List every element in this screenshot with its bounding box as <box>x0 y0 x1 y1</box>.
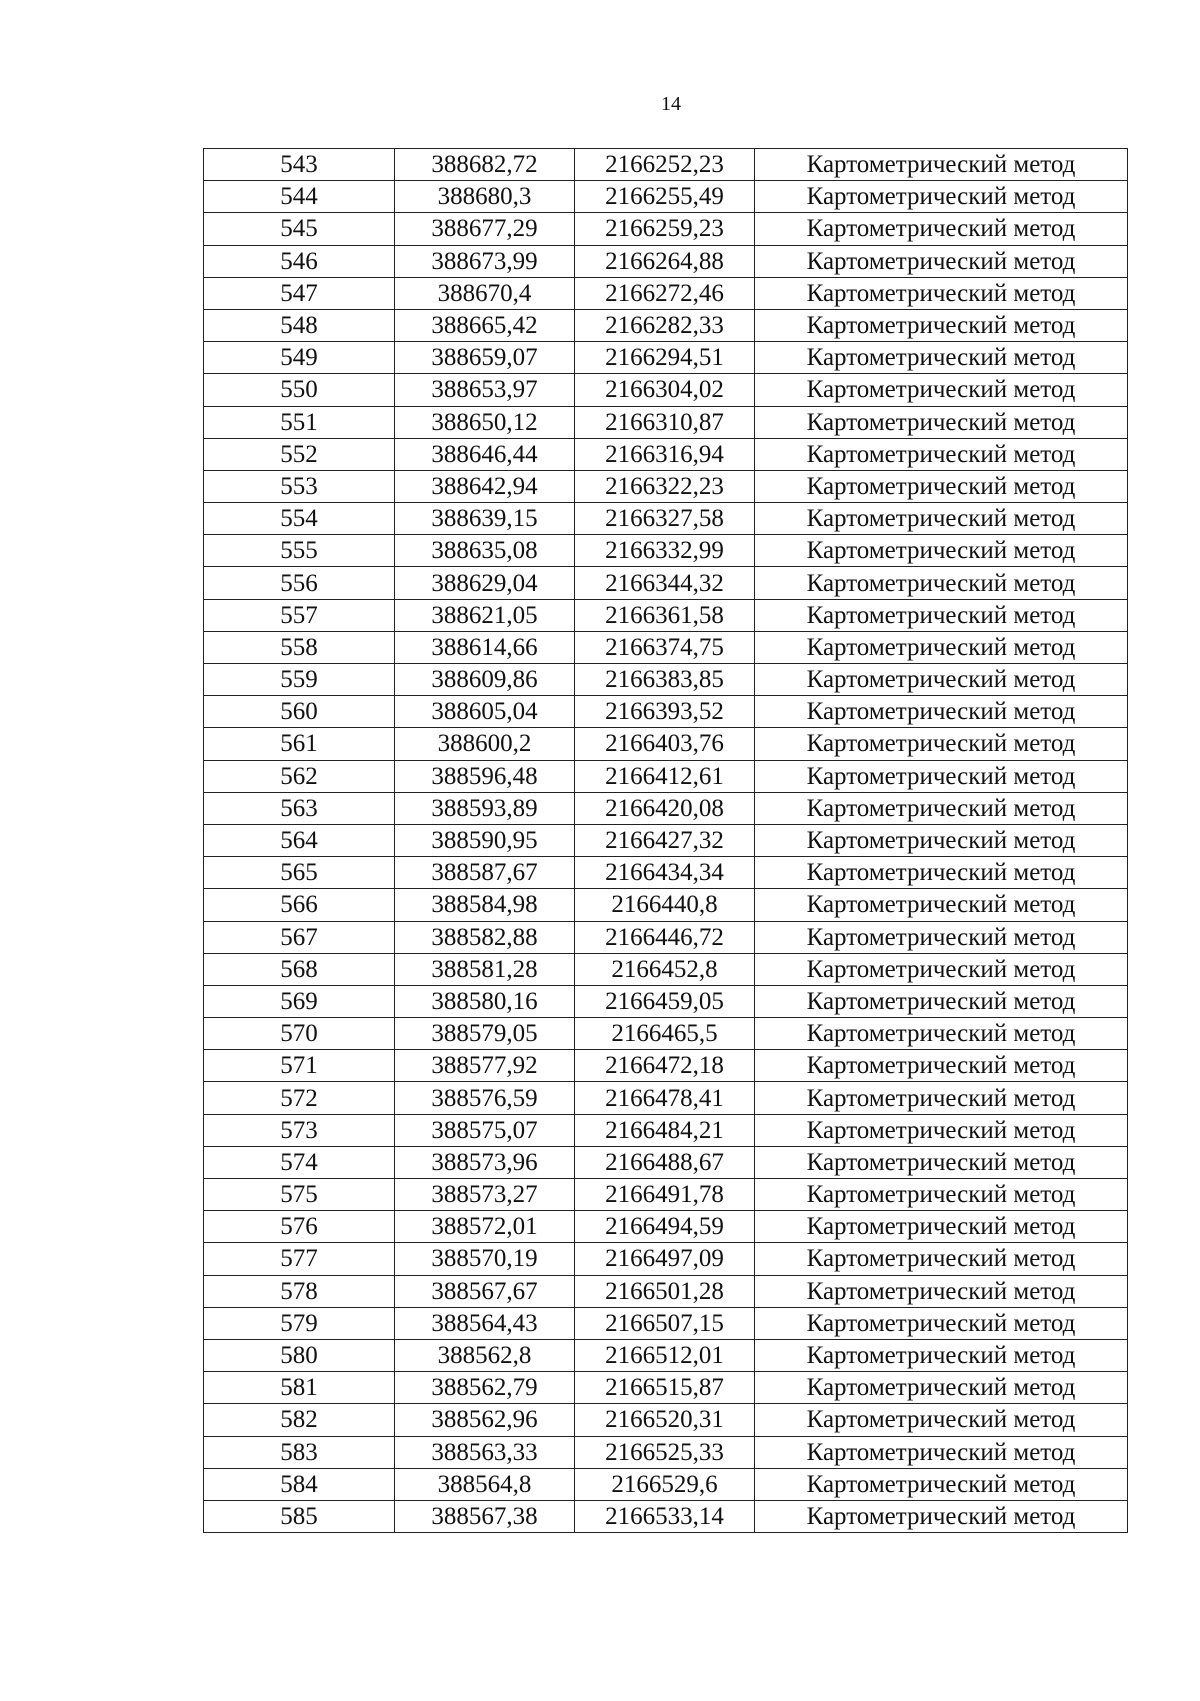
method-cell: Картометрический метод <box>755 1307 1128 1339</box>
x-coordinate-cell: 388600,2 <box>395 728 575 760</box>
point-number-cell: 555 <box>204 535 395 567</box>
point-number-cell: 558 <box>204 631 395 663</box>
y-coordinate-cell: 2166403,76 <box>575 728 755 760</box>
table-row <box>204 599 1128 631</box>
y-coordinate-cell: 2166452,8 <box>575 953 755 985</box>
point-number-cell: 564 <box>204 824 395 856</box>
method-cell: Картометрический метод <box>755 149 1128 181</box>
point-number-cell: 568 <box>204 953 395 985</box>
method-cell: Картометрический метод <box>755 1339 1128 1371</box>
x-coordinate-cell: 388576,59 <box>395 1082 575 1114</box>
y-coordinate-cell: 2166494,59 <box>575 1211 755 1243</box>
method-cell: Картометрический метод <box>755 181 1128 213</box>
y-coordinate-cell: 2166361,58 <box>575 599 755 631</box>
x-coordinate-cell: 388593,89 <box>395 792 575 824</box>
point-number-cell: 569 <box>204 985 395 1017</box>
point-number-cell: 548 <box>204 309 395 341</box>
x-coordinate-cell: 388590,95 <box>395 824 575 856</box>
x-coordinate-cell: 388635,08 <box>395 535 575 567</box>
x-coordinate-cell: 388573,96 <box>395 1146 575 1178</box>
table-row <box>204 953 1128 985</box>
point-number-cell: 552 <box>204 438 395 470</box>
method-cell: Картометрический метод <box>755 1404 1128 1436</box>
x-coordinate-cell: 388570,19 <box>395 1243 575 1275</box>
y-coordinate-cell: 2166374,75 <box>575 631 755 663</box>
table-row <box>204 889 1128 921</box>
point-number-cell: 585 <box>204 1500 395 1532</box>
point-number-cell: 560 <box>204 696 395 728</box>
method-cell: Картометрический метод <box>755 696 1128 728</box>
point-number-cell: 546 <box>204 245 395 277</box>
point-number-cell: 553 <box>204 470 395 502</box>
x-coordinate-cell: 388580,16 <box>395 985 575 1017</box>
point-number-cell: 545 <box>204 213 395 245</box>
method-cell: Картометрический метод <box>755 760 1128 792</box>
method-cell: Картометрический метод <box>755 567 1128 599</box>
point-number-cell: 562 <box>204 760 395 792</box>
method-cell: Картометрический метод <box>755 1114 1128 1146</box>
table-row <box>204 309 1128 341</box>
table-row <box>204 503 1128 535</box>
table-row <box>204 149 1128 181</box>
table-row <box>204 760 1128 792</box>
y-coordinate-cell: 2166427,32 <box>575 824 755 856</box>
point-number-cell: 566 <box>204 889 395 921</box>
method-cell: Картометрический метод <box>755 535 1128 567</box>
x-coordinate-cell: 388573,27 <box>395 1179 575 1211</box>
method-cell: Картометрический метод <box>755 1050 1128 1082</box>
point-number-cell: 557 <box>204 599 395 631</box>
point-number-cell: 579 <box>204 1307 395 1339</box>
y-coordinate-cell: 2166272,46 <box>575 277 755 309</box>
x-coordinate-cell: 388581,28 <box>395 953 575 985</box>
x-coordinate-cell: 388572,01 <box>395 1211 575 1243</box>
method-cell: Картометрический метод <box>755 470 1128 502</box>
method-cell: Картометрический метод <box>755 664 1128 696</box>
point-number-cell: 559 <box>204 664 395 696</box>
x-coordinate-cell: 388562,96 <box>395 1404 575 1436</box>
coordinates-table <box>203 148 1128 1533</box>
y-coordinate-cell: 2166497,09 <box>575 1243 755 1275</box>
x-coordinate-cell: 388563,33 <box>395 1436 575 1468</box>
method-cell: Картометрический метод <box>755 374 1128 406</box>
x-coordinate-cell: 388677,29 <box>395 213 575 245</box>
method-cell: Картометрический метод <box>755 1436 1128 1468</box>
point-number-cell: 563 <box>204 792 395 824</box>
method-cell: Картометрический метод <box>755 921 1128 953</box>
point-number-cell: 580 <box>204 1339 395 1371</box>
point-number-cell: 556 <box>204 567 395 599</box>
table-row <box>204 1179 1128 1211</box>
table-row <box>204 728 1128 760</box>
y-coordinate-cell: 2166472,18 <box>575 1050 755 1082</box>
method-cell: Картометрический метод <box>755 503 1128 535</box>
method-cell: Картометрический метод <box>755 1275 1128 1307</box>
table-row <box>204 181 1128 213</box>
x-coordinate-cell: 388653,97 <box>395 374 575 406</box>
point-number-cell: 575 <box>204 1179 395 1211</box>
y-coordinate-cell: 2166259,23 <box>575 213 755 245</box>
point-number-cell: 543 <box>204 149 395 181</box>
table-row <box>204 921 1128 953</box>
x-coordinate-cell: 388579,05 <box>395 1018 575 1050</box>
method-cell: Картометрический метод <box>755 824 1128 856</box>
y-coordinate-cell: 2166520,31 <box>575 1404 755 1436</box>
x-coordinate-cell: 388614,66 <box>395 631 575 663</box>
x-coordinate-cell: 388567,38 <box>395 1500 575 1532</box>
x-coordinate-cell: 388596,48 <box>395 760 575 792</box>
table-row <box>204 664 1128 696</box>
table-row <box>204 1082 1128 1114</box>
y-coordinate-cell: 2166327,58 <box>575 503 755 535</box>
y-coordinate-cell: 2166252,23 <box>575 149 755 181</box>
x-coordinate-cell: 388673,99 <box>395 245 575 277</box>
point-number-cell: 550 <box>204 374 395 406</box>
y-coordinate-cell: 2166525,33 <box>575 1436 755 1468</box>
x-coordinate-cell: 388642,94 <box>395 470 575 502</box>
y-coordinate-cell: 2166316,94 <box>575 438 755 470</box>
method-cell: Картометрический метод <box>755 889 1128 921</box>
x-coordinate-cell: 388564,8 <box>395 1468 575 1500</box>
x-coordinate-cell: 388587,67 <box>395 857 575 889</box>
table-row <box>204 1404 1128 1436</box>
method-cell: Картометрический метод <box>755 277 1128 309</box>
table-row <box>204 213 1128 245</box>
y-coordinate-cell: 2166507,15 <box>575 1307 755 1339</box>
point-number-cell: 567 <box>204 921 395 953</box>
point-number-cell: 574 <box>204 1146 395 1178</box>
method-cell: Картометрический метод <box>755 728 1128 760</box>
y-coordinate-cell: 2166412,61 <box>575 760 755 792</box>
x-coordinate-cell: 388562,79 <box>395 1372 575 1404</box>
table-row <box>204 1114 1128 1146</box>
table-row <box>204 1018 1128 1050</box>
method-cell: Картометрический метод <box>755 1243 1128 1275</box>
table-row <box>204 1050 1128 1082</box>
point-number-cell: 581 <box>204 1372 395 1404</box>
y-coordinate-cell: 2166501,28 <box>575 1275 755 1307</box>
table-row <box>204 696 1128 728</box>
table-row <box>204 1275 1128 1307</box>
method-cell: Картометрический метод <box>755 1500 1128 1532</box>
table-row <box>204 342 1128 374</box>
point-number-cell: 576 <box>204 1211 395 1243</box>
point-number-cell: 582 <box>204 1404 395 1436</box>
table-row <box>204 631 1128 663</box>
x-coordinate-cell: 388567,67 <box>395 1275 575 1307</box>
point-number-cell: 573 <box>204 1114 395 1146</box>
table-row <box>204 857 1128 889</box>
y-coordinate-cell: 2166478,41 <box>575 1082 755 1114</box>
y-coordinate-cell: 2166512,01 <box>575 1339 755 1371</box>
table-row <box>204 1372 1128 1404</box>
method-cell: Картометрический метод <box>755 309 1128 341</box>
x-coordinate-cell: 388659,07 <box>395 342 575 374</box>
x-coordinate-cell: 388665,42 <box>395 309 575 341</box>
table-row <box>204 1211 1128 1243</box>
table-row <box>204 277 1128 309</box>
x-coordinate-cell: 388564,43 <box>395 1307 575 1339</box>
y-coordinate-cell: 2166304,02 <box>575 374 755 406</box>
x-coordinate-cell: 388582,88 <box>395 921 575 953</box>
x-coordinate-cell: 388682,72 <box>395 149 575 181</box>
table-row <box>204 567 1128 599</box>
x-coordinate-cell: 388650,12 <box>395 406 575 438</box>
coordinates-table-body <box>204 149 1128 1533</box>
method-cell: Картометрический метод <box>755 438 1128 470</box>
table-row <box>204 374 1128 406</box>
y-coordinate-cell: 2166310,87 <box>575 406 755 438</box>
method-cell: Картометрический метод <box>755 406 1128 438</box>
method-cell: Картометрический метод <box>755 342 1128 374</box>
y-coordinate-cell: 2166446,72 <box>575 921 755 953</box>
x-coordinate-cell: 388639,15 <box>395 503 575 535</box>
method-cell: Картометрический метод <box>755 1082 1128 1114</box>
x-coordinate-cell: 388629,04 <box>395 567 575 599</box>
method-cell: Картометрический метод <box>755 245 1128 277</box>
y-coordinate-cell: 2166529,6 <box>575 1468 755 1500</box>
y-coordinate-cell: 2166484,21 <box>575 1114 755 1146</box>
method-cell: Картометрический метод <box>755 599 1128 631</box>
point-number-cell: 549 <box>204 342 395 374</box>
x-coordinate-cell: 388584,98 <box>395 889 575 921</box>
y-coordinate-cell: 2166322,23 <box>575 470 755 502</box>
y-coordinate-cell: 2166491,78 <box>575 1179 755 1211</box>
method-cell: Картометрический метод <box>755 985 1128 1017</box>
y-coordinate-cell: 2166459,05 <box>575 985 755 1017</box>
table-row <box>204 1436 1128 1468</box>
method-cell: Картометрический метод <box>755 1211 1128 1243</box>
method-cell: Картометрический метод <box>755 953 1128 985</box>
x-coordinate-cell: 388562,8 <box>395 1339 575 1371</box>
point-number-cell: 578 <box>204 1275 395 1307</box>
point-number-cell: 544 <box>204 181 395 213</box>
y-coordinate-cell: 2166393,52 <box>575 696 755 728</box>
table-row <box>204 406 1128 438</box>
point-number-cell: 572 <box>204 1082 395 1114</box>
point-number-cell: 554 <box>204 503 395 535</box>
table-row <box>204 245 1128 277</box>
y-coordinate-cell: 2166344,32 <box>575 567 755 599</box>
table-row <box>204 535 1128 567</box>
method-cell: Картометрический метод <box>755 631 1128 663</box>
table-row <box>204 470 1128 502</box>
method-cell: Картометрический метод <box>755 1468 1128 1500</box>
method-cell: Картометрический метод <box>755 1372 1128 1404</box>
point-number-cell: 584 <box>204 1468 395 1500</box>
method-cell: Картометрический метод <box>755 213 1128 245</box>
y-coordinate-cell: 2166488,67 <box>575 1146 755 1178</box>
y-coordinate-cell: 2166282,33 <box>575 309 755 341</box>
y-coordinate-cell: 2166533,14 <box>575 1500 755 1532</box>
table-row <box>204 985 1128 1017</box>
table-row <box>204 1468 1128 1500</box>
method-cell: Картометрический метод <box>755 857 1128 889</box>
y-coordinate-cell: 2166255,49 <box>575 181 755 213</box>
x-coordinate-cell: 388670,4 <box>395 277 575 309</box>
table-row <box>204 438 1128 470</box>
table-row <box>204 792 1128 824</box>
y-coordinate-cell: 2166420,08 <box>575 792 755 824</box>
x-coordinate-cell: 388577,92 <box>395 1050 575 1082</box>
y-coordinate-cell: 2166465,5 <box>575 1018 755 1050</box>
table-row <box>204 1500 1128 1532</box>
x-coordinate-cell: 388575,07 <box>395 1114 575 1146</box>
method-cell: Картометрический метод <box>755 1179 1128 1211</box>
x-coordinate-cell: 388621,05 <box>395 599 575 631</box>
x-coordinate-cell: 388646,44 <box>395 438 575 470</box>
x-coordinate-cell: 388609,86 <box>395 664 575 696</box>
table-row <box>204 1339 1128 1371</box>
point-number-cell: 583 <box>204 1436 395 1468</box>
point-number-cell: 577 <box>204 1243 395 1275</box>
page-number: 14 <box>661 93 681 115</box>
x-coordinate-cell: 388680,3 <box>395 181 575 213</box>
y-coordinate-cell: 2166440,8 <box>575 889 755 921</box>
y-coordinate-cell: 2166383,85 <box>575 664 755 696</box>
y-coordinate-cell: 2166294,51 <box>575 342 755 374</box>
y-coordinate-cell: 2166434,34 <box>575 857 755 889</box>
method-cell: Картометрический метод <box>755 1146 1128 1178</box>
y-coordinate-cell: 2166515,87 <box>575 1372 755 1404</box>
point-number-cell: 570 <box>204 1018 395 1050</box>
point-number-cell: 547 <box>204 277 395 309</box>
y-coordinate-cell: 2166332,99 <box>575 535 755 567</box>
method-cell: Картометрический метод <box>755 1018 1128 1050</box>
table-row <box>204 824 1128 856</box>
point-number-cell: 551 <box>204 406 395 438</box>
y-coordinate-cell: 2166264,88 <box>575 245 755 277</box>
method-cell: Картометрический метод <box>755 792 1128 824</box>
point-number-cell: 565 <box>204 857 395 889</box>
point-number-cell: 561 <box>204 728 395 760</box>
table-row <box>204 1146 1128 1178</box>
table-row <box>204 1307 1128 1339</box>
table-row <box>204 1243 1128 1275</box>
x-coordinate-cell: 388605,04 <box>395 696 575 728</box>
point-number-cell: 571 <box>204 1050 395 1082</box>
